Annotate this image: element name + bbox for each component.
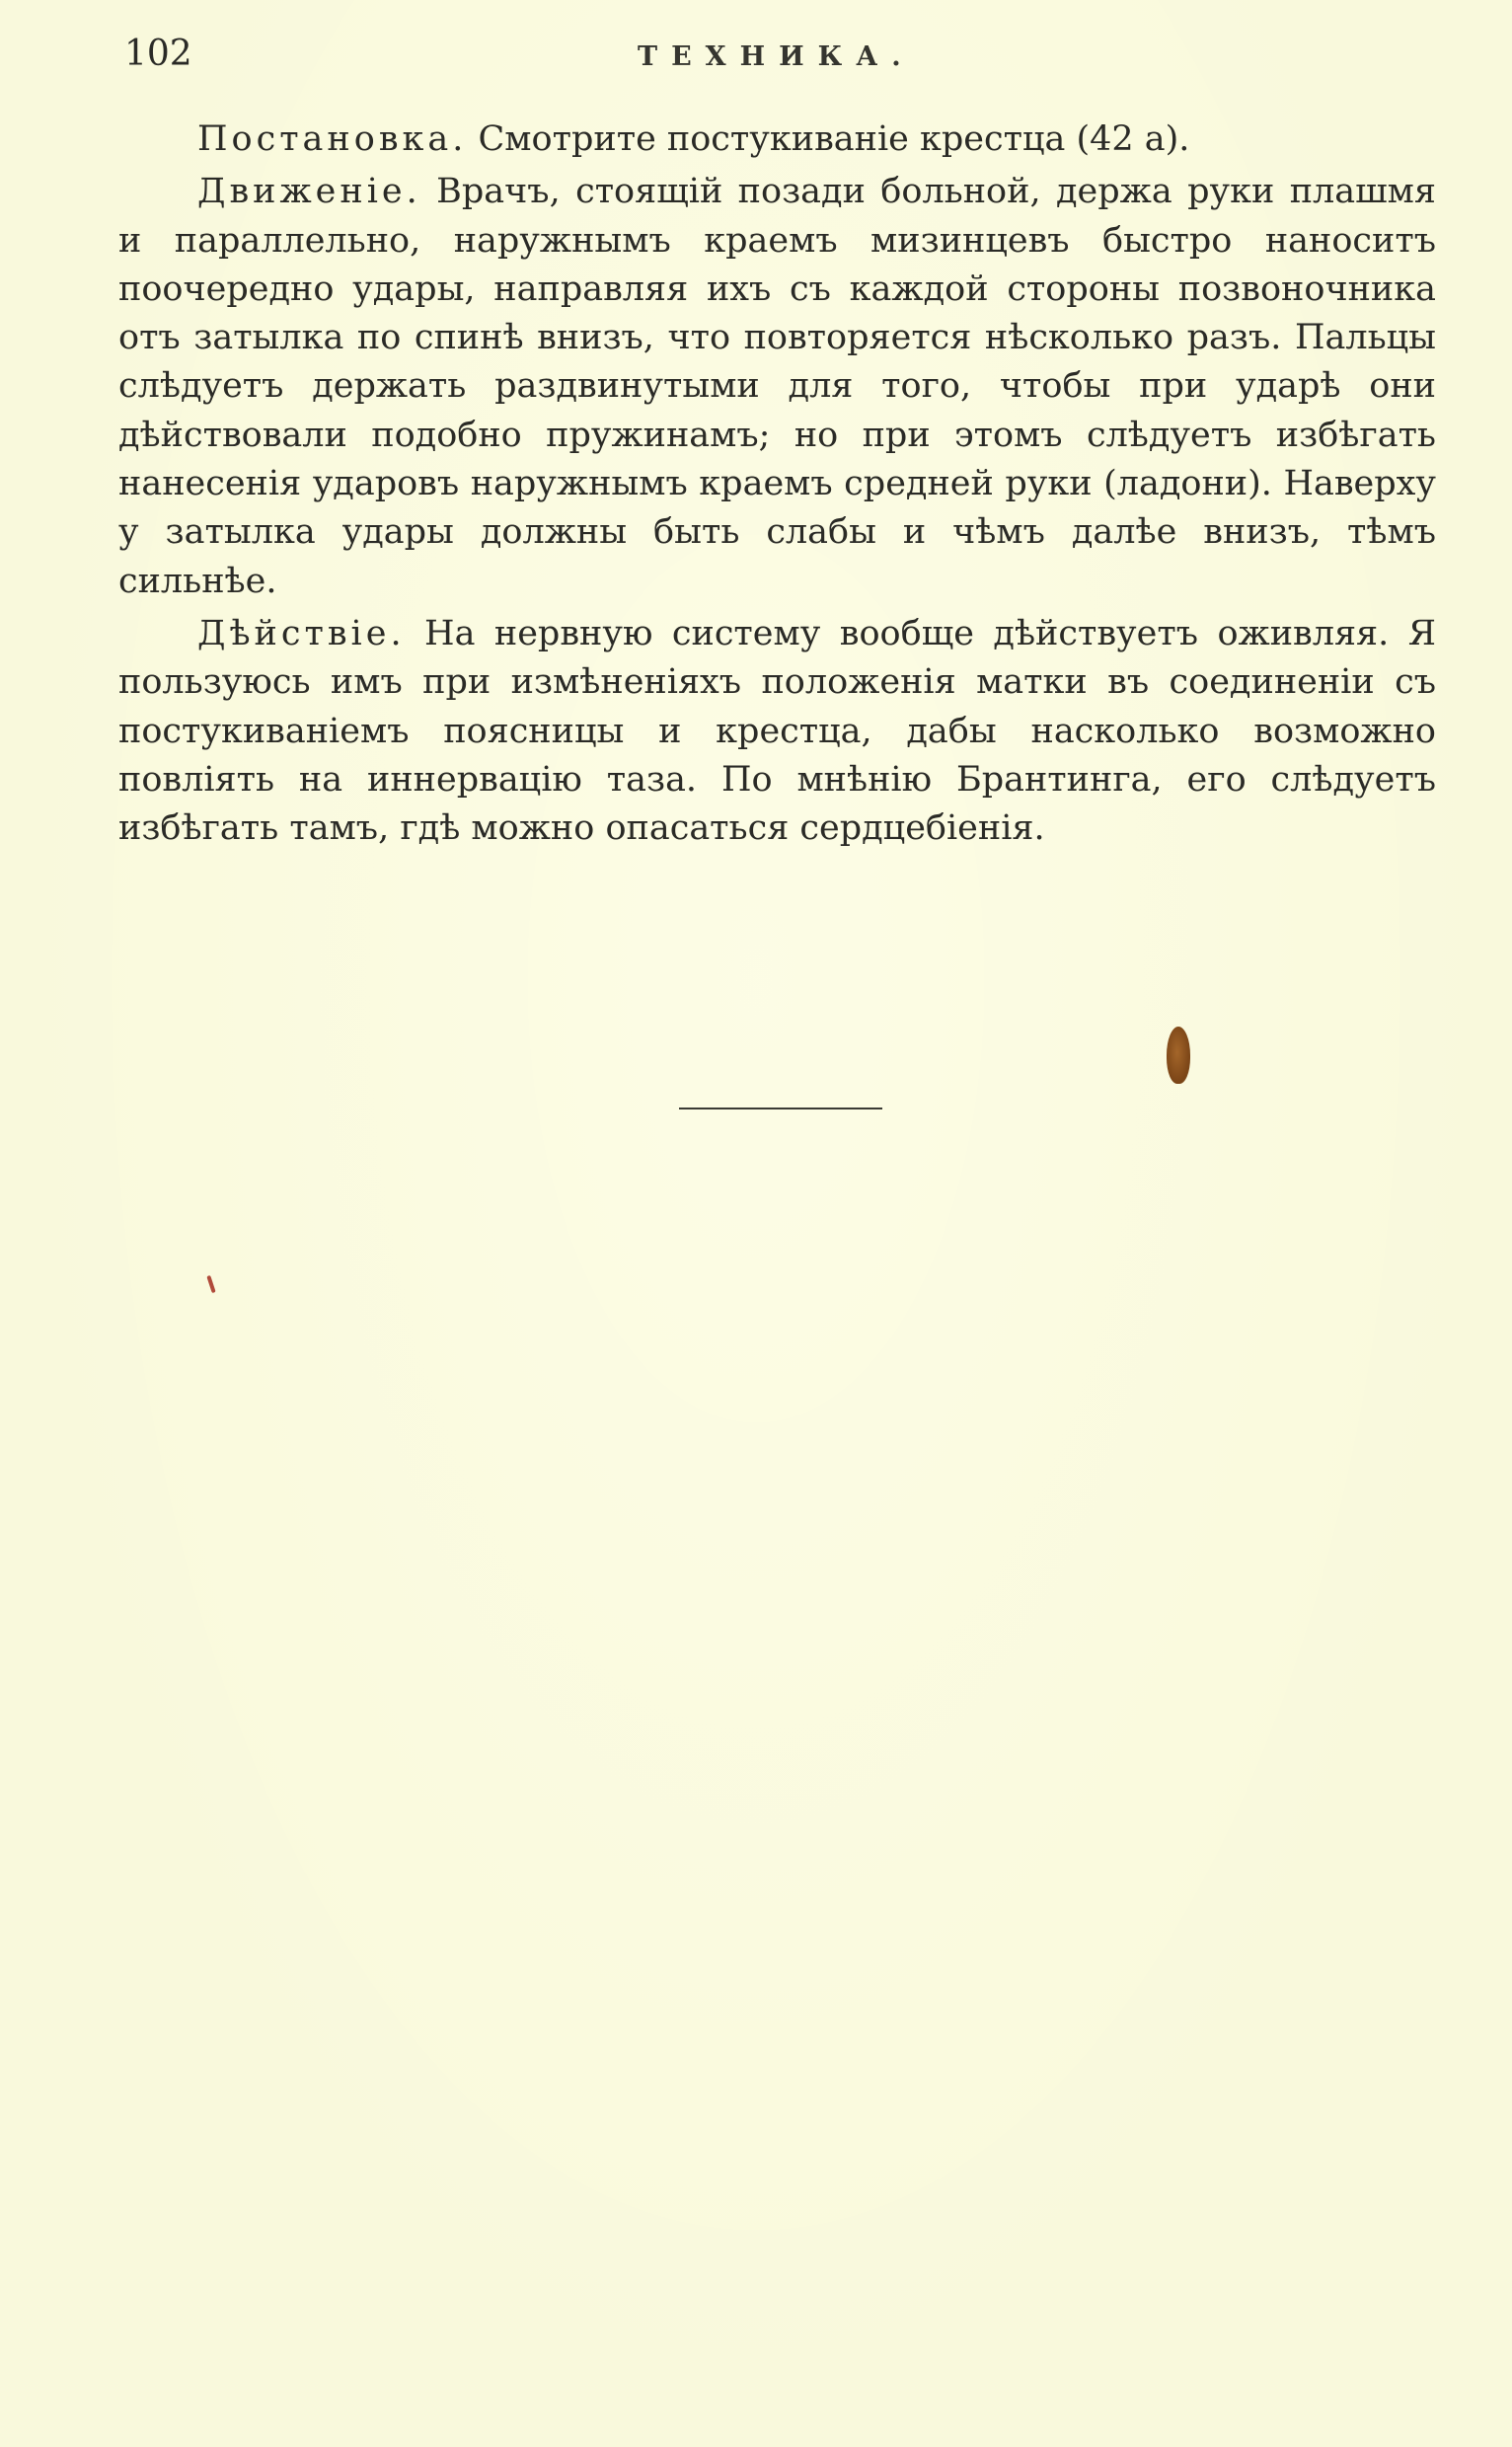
ink-speck: [206, 1275, 215, 1293]
paragraph-heading: Постановка.: [197, 119, 468, 159]
paragraph-heading: Движенiе.: [197, 172, 421, 212]
running-title: ТЕХНИКА.: [638, 41, 915, 72]
ink-stain: [1167, 1027, 1190, 1084]
paragraph-text: Врачъ, стоящiй позади больной, держа руки плашмя и параллельно, наружнымъ краемъ мизинцевъ быстро наноситъ поочередно удары, направляя ихъ съ каждой стороны позвоночника отъ затылка по спинѣ внизъ, что повторяется нѣсколько разъ. Пальцы слѣдуетъ держать раздвинутыми для того, чтобы при ударѣ они дѣйствовали подобно пружинамъ; но при этомъ слѣдуетъ избѣгать нанесенiя ударовъ наружнымъ краемъ средней руки (ладони). Наверху у затылка удары должны быть слабы и чѣмъ далѣе внизъ, тѣмъ сильнѣе.: [118, 172, 1436, 601]
page-number: 102: [124, 34, 192, 74]
paragraph-deistvie: [118, 610, 1436, 853]
paragraph-text: На нервную систему вообще дѣйствуетъ оживляя. Я пользуюсь имъ при измѣненiяхъ положенiя матки въ соединенiи съ постукиванiемъ поясницы и крестца, дабы насколько возможно повлiять на иннервацiю таза. По мнѣнiю Брантинга, его слѣдуетъ избѣгать тамъ, гдѣ можно опасаться сердцебiенiя.: [118, 613, 1436, 849]
paragraph-postanovka: [118, 115, 1436, 164]
paragraph-heading: Дѣйствiе.: [197, 613, 406, 653]
paragraph-dvizhenie: [118, 168, 1436, 606]
paragraph-text: Смотрите постукиванiе крестца (42 а).: [467, 119, 1190, 159]
page-header: [124, 34, 1437, 83]
body-text: [118, 115, 1436, 853]
section-end-rule: [679, 1108, 882, 1109]
